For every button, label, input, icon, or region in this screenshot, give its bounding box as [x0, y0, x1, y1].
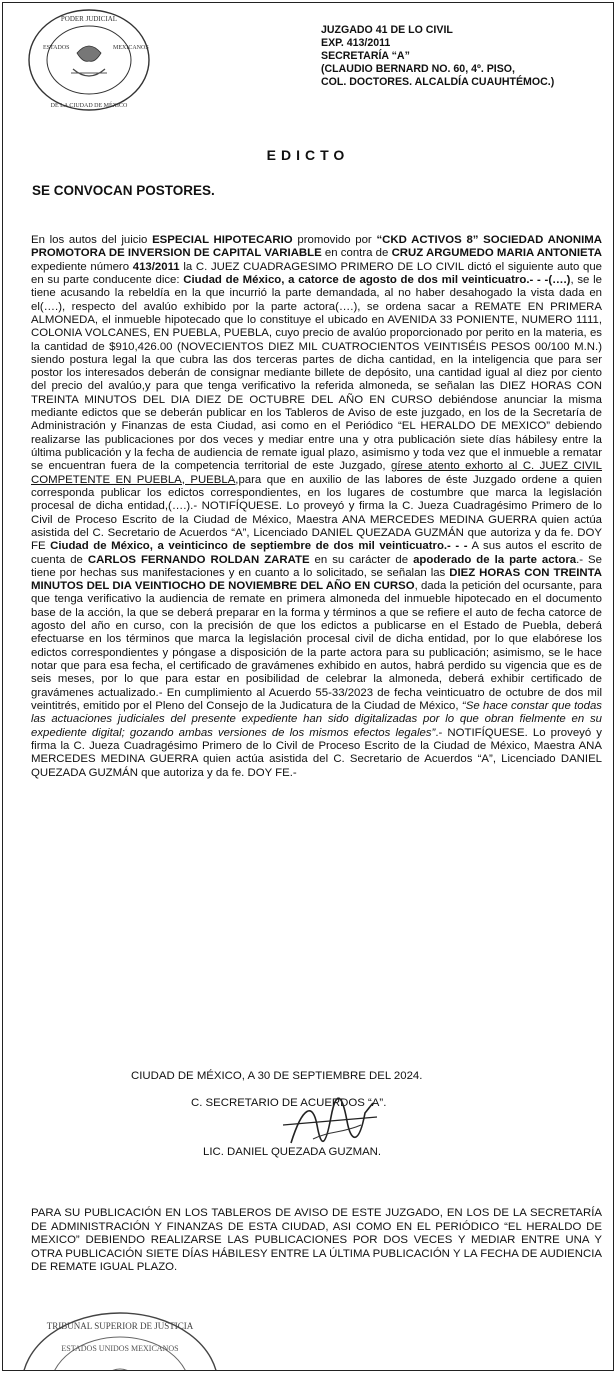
case-number: EXP. 413/2011	[321, 37, 391, 49]
handwritten-signature-icon	[273, 1095, 383, 1155]
court-stamp-icon	[15, 1305, 225, 1371]
secretariat: SECRETARÍA “A”	[321, 50, 410, 62]
body-text: En los autos del juicio	[31, 234, 153, 246]
publication-note: PARA SU PUBLICACIÓN EN LOS TABLEROS DE AVISO DE ESTE JUZGADO, EN LOS DE LA SECRETARÍA DE ADMINISTRACIÓN Y FINANZAS DE ESTA CIUDAD, ASI COMO EN EL PERIÓDICO “EL HERALDO DE MEXICO” DEBIENDO REALIZARSE LAS PUBLICACIONES POR DOS VECES Y MEDIAR ENTRE UNA Y OTRA PUBLICACIÓN SIETE DÍAS HÁBILESY ENTRE LA ÚLTIMA PUBLICACIÓN Y LA FECHA DE AUDIENCIA DE REMATE IGUAL PLAZO.	[31, 1207, 602, 1273]
address-line-2: COL. DOCTORES. ALCALDÍA CUAUHTÉMOC.)	[321, 76, 555, 88]
plaintiff-name: “CKD ACTIVOS 8” SOCIEDAD ANONIMA PROMOTORA DE INVERSION DE CAPITAL VARIABLE	[31, 234, 603, 260]
body-text: promovido por	[292, 234, 377, 246]
body-text: la C. JUEZ CUADRAGESIMO PRIMERO DE LO CIVIL dictó el siguiente auto que en su parte conducente dice:	[31, 260, 602, 286]
svg-text:DE LA CIUDAD DE MÉXICO: DE LA CIUDAD DE MÉXICO	[50, 103, 128, 109]
signer-name: LIC. DANIEL QUEZADA GUZMAN.	[203, 1146, 382, 1158]
body-text: en contra de	[321, 247, 392, 260]
body-text: en su carácter de	[309, 553, 414, 566]
body-italic: “Se hace constar que todas las actuaciones judiciales del presente expediente han sido digitalizadas por lo que obran fielmente en su expediente digital; gozando ambas versiones de los mismos efectos legales”	[31, 699, 602, 739]
city-date: CIUDAD DE MÉXICO, A 30 DE SEPTIEMBRE DEL 2024.	[131, 1070, 423, 1082]
body-underlined: gírese atento exhorto al C. JUEZ CIVIL COMPETENTE EN PUEBLA, PUEBLA,	[31, 460, 603, 486]
case-number-inline: 413/2011	[132, 260, 180, 273]
body-text: para que en auxilio de las labores de éste Juzgado ordene a quien corresponda publicar los edictos correspondientes, en los lugares de costumbre que marca la legislación procesal de dicha entidad,(….).- NOTIFÍQUESE. Lo proveyó y firma la C. Jueza Cuadragésimo Primero de lo Civil de Proceso Escrito de la Ciudad de México, Maestra ANA MERCEDES MEDINA GUERRA quien actúa asistida del C. Secretario de Acuerdos “A”, Licenciado DANIEL QUEZADA GUZMÁN que autoriza y da fe. DOY FE	[31, 473, 602, 553]
svg-text:ESTADOS: ESTADOS	[43, 45, 70, 51]
document-subtitle: SE CONVOCAN POSTORES.	[32, 183, 215, 198]
document-page	[2, 2, 614, 1371]
body-text: .- NOTIFÍQUESE. Lo proveyó y firma la C. Jueza Cuadragésimo Primero de lo Civil de Proceso Escrito de la Ciudad de México, Maestra ANA MERCEDES MEDINA GUERRA quien actúa asistida del C. Secretario de Acuerdos “A”, Licenciado DANIEL QUEZADA GUZMÁN que autoriza y da fe. DOY FE.-	[31, 726, 602, 779]
judicial-seal-icon	[25, 7, 153, 113]
svg-text:PODER JUDICIAL: PODER JUDICIAL	[60, 15, 118, 23]
body-text: .- Se tiene por hechas sus manifestaciones y en cuanto a lo solicitado, se señalan las	[31, 553, 602, 579]
order-date-2: Ciudad de México, a veinticinco de septiembre de dos mil veinticuatro.- - -	[50, 540, 468, 553]
body-text: , se le tiene acusando la rebeldía en la que incurrió la parte demandada, al no haber desahogado la vista dada en el(….), respecto del avalúo exhibido por la parte actora(….), se ordena sacar a REMATE EN PRIMERA ALMONEDA, el inmueble hipotecado que lo constituye el ubicado en AVENIDA 33 PONIENTE, NUMERO 1111, COLONIA VOLCANES, EN PUEBLA, PUEBLA, cuyo precio de avalúo proporcionado por perito en la materia, es la cantidad de $910,426.00 (NOVECIENTOS DIEZ MIL CUATROCIENTOS VEINTISÉIS PESOS 00/100 M.N.) siendo postura legal la que cubra las dos terceras partes de dicha cantidad, en la inteligencia que para ser postor los interesados deberán de consignar mediante billete de depósito, una cantidad igual al diez por ciento del precio del avalúo,y para que tenga verificativo la referida almoneda, se señalan las DIEZ HORAS CON TREINTA MINUTOS DEL DIA DIEZ DE OCTUBRE DEL AÑO EN CURSO debiéndose anunciar la misma mediante edictos que se deberán publicar en los Tableros de Aviso de este juzgado, en los de la Secretaría de Administración y Finanzas de esta Ciudad, asi como en el Periódico “EL HERALDO DE MEXICO” debiendo realizarse las publicaciones por dos veces y mediar entre una y otra publicación siete días hábilesy entre la última publicación y la fecha de audiencia de remate igual plazo, asimismo y toda vez que el inmueble a rematar se encuentran fuera de la competencia territorial de este Juzgado,	[31, 273, 602, 473]
body-text: expediente número	[31, 260, 133, 273]
signer-role: C. SECRETARIO DE ACUERDOS “A”.	[191, 1097, 387, 1109]
svg-text:TRIBUNAL SUPERIOR DE JUSTICIA: TRIBUNAL SUPERIOR DE JUSTICIA	[46, 1321, 194, 1331]
attorney-role: apoderado de la parte actora	[413, 553, 577, 566]
svg-text:ESTADOS UNIDOS MEXICANOS: ESTADOS UNIDOS MEXICANOS	[61, 1344, 179, 1353]
address-line-1: (CLAUDIO BERNARD NO. 60, 4º. PISO,	[321, 63, 515, 75]
court-name: JUZGADO 41 DE LO CIVIL	[321, 24, 453, 36]
order-date-1: Ciudad de México, a catorce de agosto de dos mil veinticuatro.- - -(….)	[183, 273, 571, 286]
svg-text:MEXICANOS: MEXICANOS	[113, 45, 149, 51]
auction-date: DIEZ HORAS CON TREINTA MINUTOS DEL DIA VEINTIOCHO DE NOVIEMBRE DEL AÑO EN CURSO	[31, 566, 602, 593]
edict-body	[31, 234, 602, 780]
body-text: A sus autos el escrito de cuenta de	[31, 540, 602, 566]
defendant-name: CRUZ ARGUMEDO MARIA ANTONIETA	[391, 247, 602, 260]
court-header	[321, 24, 554, 89]
document-title: EDICTO	[266, 147, 350, 163]
body-text: , dada la petición del ocursante, para que tenga verificativo la audiencia de remate en primera almoneda del inmueble hipotecado en el documento base de la acción, la que se deberá preparar en la forma y términos a que se refiere el auto de fecha catorce de agosto del año en curso, con la precisión de que los edictos a publicarse en el Estado de Puebla, deberá efectuarse en los términos que marca la legislación procesal civil de dicha entidad, por lo que elabórese los edictos correspondientes y póngase a disposición de la parte actora para su publicación; asimismo, se le hace notar que para esa fecha, el certificado de gravámenes exhibido en autos, habrá perdido su vigencia que es de seis meses, por lo que para estar en posibilidad de celebrar la almoneda, deberá exhibir certificado de gravámenes actualizado.- En cumplimiento al Acuerdo 55-33/2023 de fecha veinticuatro de octubre de dos mil veintitrés, emitido por el Pleno del Consejo de la Judicatura de la Ciudad de México,	[31, 580, 602, 712]
body-bold: ESPECIAL HIPOTECARIO	[152, 234, 293, 246]
attorney-name: CARLOS FERNANDO ROLDAN ZARATE	[87, 553, 310, 566]
